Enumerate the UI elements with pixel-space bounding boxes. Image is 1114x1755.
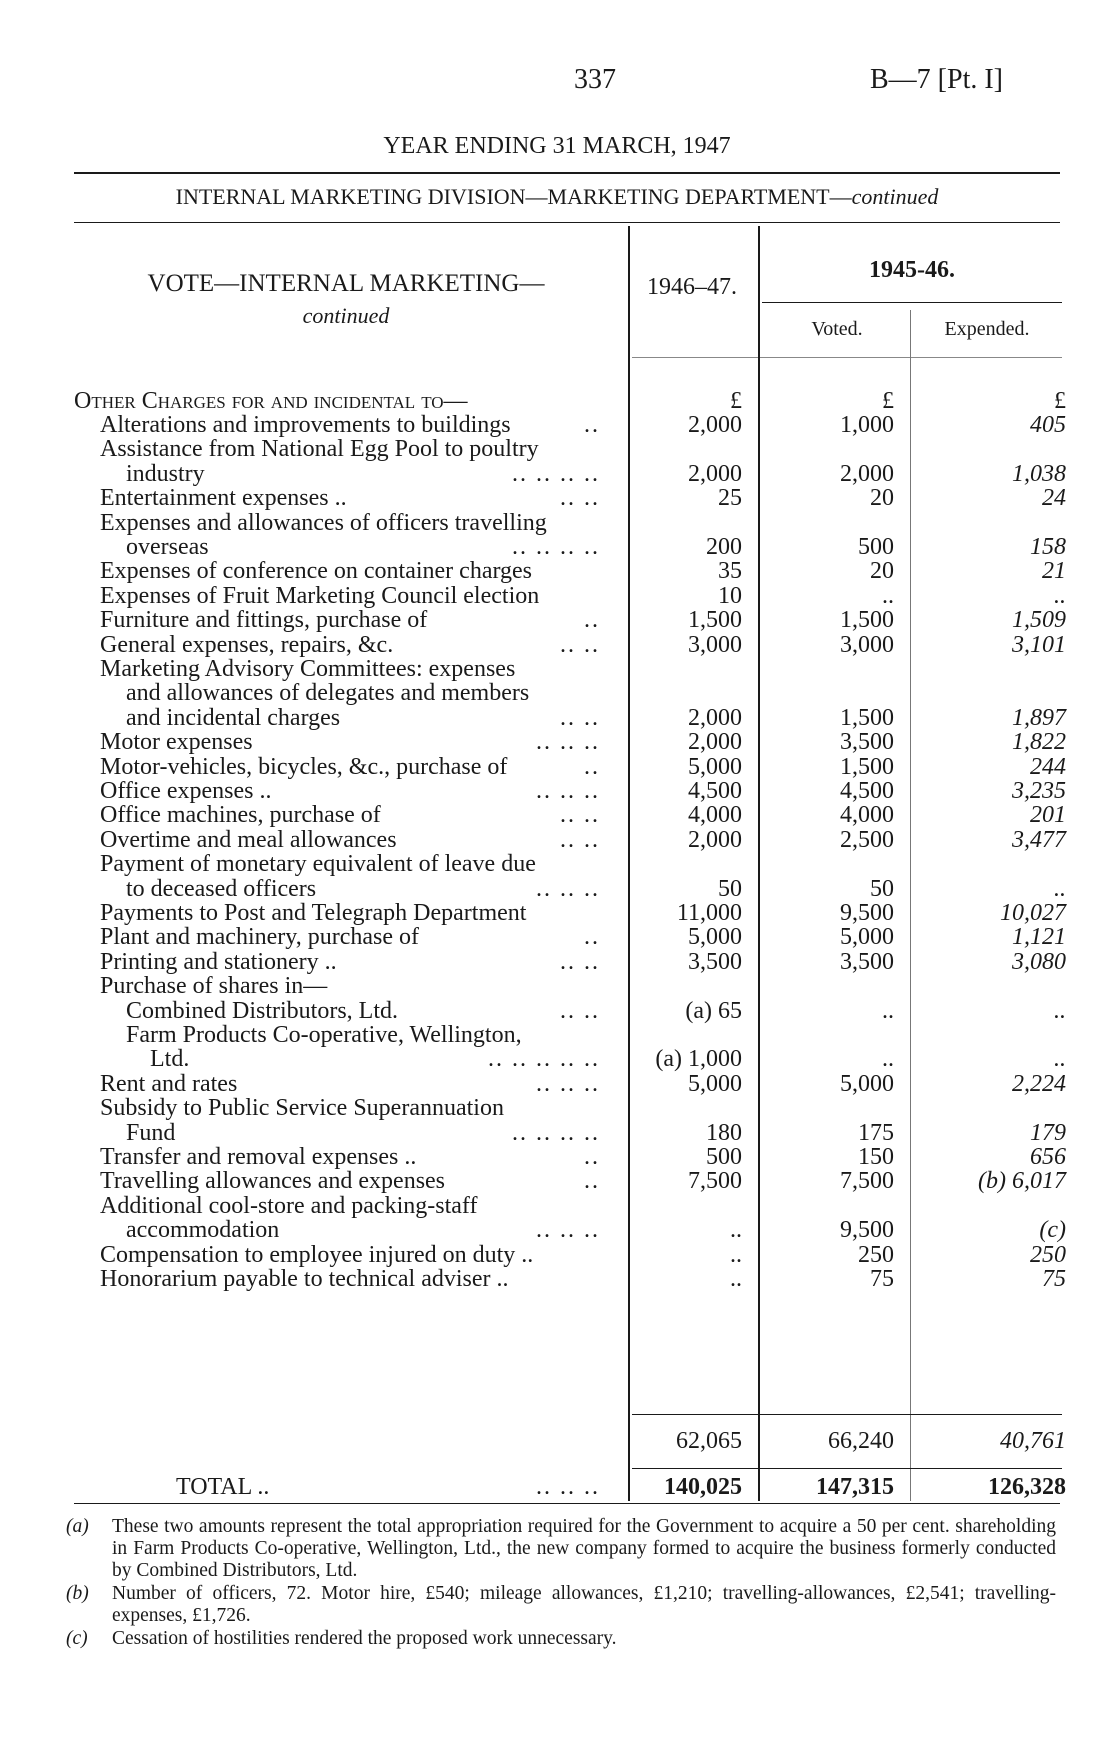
amount-1946-47: 5,000 (688, 924, 742, 951)
footnote-b (66, 1583, 1056, 1627)
amount-1946-47: 2,000 (688, 826, 742, 853)
table-row (0, 998, 1114, 1025)
footnote-b-text: Number of officers, 72. Motor hire, £540; mileage allowances, £1,210; travelling-allowances, £2,541; travelling-expenses, £1,726. (112, 1583, 1056, 1626)
amount-expended: (c) (1039, 1217, 1066, 1244)
row-label: Entertainment expenses .. (100, 485, 347, 512)
column-header-1945-46: 1945-46. (869, 257, 955, 283)
table-row (0, 924, 1114, 951)
row-label: Ltd. (150, 1046, 190, 1073)
sub-header-rule (762, 302, 1062, 303)
column-header-1946-47: 1946–47. (647, 274, 737, 300)
amount-expended: 75 (1042, 1266, 1066, 1292)
amount-expended: 3,101 (1012, 631, 1066, 658)
amount-voted: 7,500 (840, 1168, 894, 1195)
amount-1946-47: 11,000 (676, 900, 742, 926)
amount-expended: 3,080 (1012, 948, 1066, 975)
amount-voted: .. (882, 1046, 894, 1073)
row-label: to deceased officers (126, 875, 317, 902)
row-label: Fund (126, 1119, 176, 1146)
leader-dots: .. .. (560, 704, 600, 731)
amount-voted: 175 (858, 1119, 894, 1146)
table-row (0, 876, 1114, 903)
leader-dots: .. .. (560, 948, 600, 975)
amount-expended: 244 (1030, 753, 1066, 780)
page-number: 337 (574, 64, 616, 95)
amount-1946-47: .. (730, 1217, 742, 1244)
row-label: Motor expenses (100, 729, 253, 756)
row-label: Subsidy to Public Service Superannuation (100, 1095, 504, 1122)
table-row (0, 900, 1114, 927)
row-label: Plant and machinery, purchase of (100, 924, 419, 951)
table-row (0, 461, 1114, 488)
leader-dots: .. (584, 1168, 600, 1195)
amount-voted: 500 (858, 534, 894, 560)
amount-voted: 3,500 (840, 729, 894, 756)
amount-1946-47: 2,000 (688, 729, 742, 756)
row-label: Office machines, purchase of (100, 802, 381, 829)
amount-voted: 50 (870, 875, 894, 902)
row-label: and allowances of delegates and members (126, 680, 530, 707)
row-label: Transfer and removal expenses .. (100, 1144, 417, 1170)
row-label: Rent and rates (100, 1070, 238, 1097)
leader-dots: .. .. .. .. (512, 460, 600, 487)
amount-voted: 4,500 (840, 778, 894, 804)
amount-expended: 1,822 (1012, 729, 1066, 756)
amount-voted: 2,000 (840, 460, 894, 487)
row-label: Office expenses .. (100, 778, 272, 804)
amount-expended: (b) 6,017 (978, 1168, 1066, 1195)
amount-voted: 75 (870, 1266, 894, 1292)
amount-expended: 1,038 (1012, 460, 1066, 487)
leader-dots: .. (584, 1144, 600, 1170)
amount-1946-47: (a) 65 (685, 997, 742, 1024)
amount-voted: .. (882, 997, 894, 1024)
subtotal-row (0, 1428, 1114, 1455)
table-row (0, 802, 1114, 829)
total-1946-47: 140,025 (664, 1474, 742, 1500)
amount-voted: 5,000 (840, 1070, 894, 1097)
currency-expended: £ (1054, 388, 1066, 414)
section-heading: Other Charges for and incidental to— (74, 388, 468, 414)
amount-voted: 20 (870, 558, 894, 585)
table-row (0, 1095, 1114, 1122)
row-label: Purchase of shares in— (100, 973, 328, 1000)
table-row (0, 1242, 1114, 1269)
amount-voted: 3,500 (840, 948, 894, 975)
amount-1946-47: 5,000 (688, 1070, 742, 1097)
row-label: Honorarium payable to technical adviser .. (100, 1266, 509, 1292)
row-label: Assistance from National Egg Pool to poultry (100, 436, 539, 463)
leader-dots: .. (584, 412, 600, 438)
table-row (0, 1120, 1114, 1147)
row-label: overseas (126, 534, 209, 560)
subtotal-1946-47: 62,065 (676, 1428, 742, 1454)
amount-expended: 24 (1042, 485, 1066, 512)
leader-dots: .. .. (560, 485, 600, 512)
leader-dots: .. .. (560, 802, 600, 829)
amount-1946-47: 4,000 (688, 802, 742, 829)
leader-dots: .. .. .. .. .. (488, 1046, 600, 1073)
table-row (0, 510, 1114, 537)
amount-voted: 150 (858, 1144, 894, 1170)
amount-expended: 405 (1030, 412, 1066, 438)
row-label: Payments to Post and Telegraph Department (100, 900, 527, 926)
amount-voted: 1,000 (840, 412, 894, 438)
row-label: General expenses, repairs, &c. (100, 631, 394, 658)
amount-expended: 1,121 (1012, 924, 1066, 951)
currency-1946-47: £ (730, 388, 742, 414)
column-header-expended: Expended. (944, 318, 1030, 340)
row-label: Expenses of Fruit Marketing Council election (100, 582, 540, 609)
amount-1946-47: .. (730, 1266, 742, 1292)
division-heading (0, 184, 1114, 210)
amount-expended: 656 (1030, 1144, 1066, 1170)
row-label: Expenses and allowances of officers travelling (100, 509, 547, 536)
leader-dots: .. .. .. (536, 778, 600, 804)
amount-voted: 1,500 (840, 607, 894, 634)
leader-dots: .. .. .. .. (512, 534, 600, 560)
column-header-voted: Voted. (811, 318, 863, 340)
vote-continued: continued (302, 303, 390, 328)
table-row (0, 973, 1114, 1000)
year-heading: YEAR ENDING 31 MARCH, 1947 (383, 133, 731, 159)
amount-1946-47: 180 (706, 1119, 742, 1146)
amount-1946-47: 10 (718, 582, 742, 609)
row-label: Motor-vehicles, bicycles, &c., purchase of (100, 753, 508, 780)
amount-voted: 1,500 (840, 753, 894, 780)
amount-1946-47: 4,500 (688, 778, 742, 804)
division-title: INTERNAL MARKETING DIVISION—MARKETING DEPARTMENT— (175, 184, 852, 209)
amount-1946-47: 3,000 (688, 631, 742, 658)
table-row (0, 949, 1114, 976)
leader-dots: .. .. .. (536, 875, 600, 902)
table-row (0, 1266, 1114, 1293)
table-row (0, 1071, 1114, 1098)
row-label: Additional cool-store and packing-staff (100, 1192, 478, 1219)
footnote-c-text: Cessation of hostilities rendered the proposed work unnecessary. (112, 1628, 617, 1649)
document-reference: B—7 [Pt. I] (870, 64, 1003, 95)
amount-voted: .. (882, 582, 894, 609)
amount-voted: 250 (858, 1241, 894, 1268)
leader-dots: .. .. .. (536, 1217, 600, 1244)
amount-expended: 201 (1030, 802, 1066, 829)
leader-dots: .. .. .. (536, 729, 600, 756)
amount-expended: 3,477 (1012, 826, 1066, 853)
leader-dots: .. .. (560, 997, 600, 1024)
amount-voted: 20 (870, 485, 894, 512)
table-row (0, 851, 1114, 878)
total-voted: 147,315 (816, 1474, 894, 1500)
division-continued: continued (851, 184, 939, 209)
row-label: Expenses of conference on container charges (100, 558, 533, 585)
table-row (0, 632, 1114, 659)
amount-expended: 179 (1030, 1119, 1066, 1146)
leader-dots: .. (584, 607, 600, 634)
row-label: and incidental charges (126, 704, 341, 731)
amount-1946-47: 1,500 (688, 607, 742, 634)
table-row (0, 1193, 1114, 1220)
amount-expended: .. (1054, 1046, 1066, 1073)
total-expended: 126,328 (988, 1474, 1066, 1500)
table-row (0, 705, 1114, 732)
section-heading-row (0, 388, 1114, 415)
table-row (0, 1217, 1114, 1244)
amount-expended: 21 (1042, 558, 1066, 585)
table-row (0, 1144, 1114, 1171)
vote-title: VOTE—INTERNAL MARKETING— (147, 270, 545, 297)
footnote-c-tag: (c) (66, 1628, 88, 1649)
amount-1946-47: .. (730, 1241, 742, 1268)
amount-1946-47: 200 (706, 534, 742, 560)
leader-dots: .. (584, 924, 600, 951)
amount-expended: .. (1054, 875, 1066, 902)
row-label: Furniture and fittings, purchase of (100, 607, 428, 634)
row-label: Compensation to employee injured on duty .. (100, 1241, 534, 1268)
table-row (0, 827, 1114, 854)
amount-1946-47: 2,000 (688, 704, 742, 731)
table-row (0, 485, 1114, 512)
amount-1946-47: 35 (718, 558, 742, 585)
amount-expended: 250 (1030, 1241, 1066, 1268)
heading-rule (74, 222, 1060, 223)
amount-voted: 3,000 (840, 631, 894, 658)
table-row (0, 754, 1114, 781)
column-header-rule (632, 357, 1062, 358)
total-label: TOTAL .. (176, 1474, 270, 1500)
currency-voted: £ (882, 388, 894, 414)
amount-voted: 9,500 (840, 1217, 894, 1244)
amount-voted: 5,000 (840, 924, 894, 951)
total-rule-top (632, 1468, 1062, 1469)
amount-voted: 9,500 (840, 900, 894, 926)
table-row (0, 680, 1114, 707)
amount-1946-47: 25 (718, 485, 742, 512)
subtotal-rule (632, 1414, 1062, 1415)
amount-expended: .. (1054, 997, 1066, 1024)
amount-1946-47: 2,000 (688, 460, 742, 487)
amount-expended: 2,224 (1012, 1070, 1066, 1097)
row-label: accommodation (126, 1217, 280, 1244)
amount-expended: 10,027 (1000, 900, 1066, 926)
table-row (0, 1046, 1114, 1073)
leader-dots: .. .. .. (536, 1070, 600, 1097)
table-row (0, 656, 1114, 683)
footnote-c (66, 1628, 1056, 1650)
footnote-b-tag: (b) (66, 1583, 89, 1604)
footnote-a-tag: (a) (66, 1516, 89, 1537)
table-row (0, 729, 1114, 756)
amount-expended: 1,509 (1012, 607, 1066, 634)
total-row (0, 1474, 1114, 1501)
table-row (0, 607, 1114, 634)
row-label: Overtime and meal allowances (100, 826, 397, 853)
amount-expended: .. (1054, 582, 1066, 609)
amount-1946-47: (a) 1,000 (655, 1046, 742, 1073)
row-label: industry (126, 460, 205, 487)
amount-1946-47: 7,500 (688, 1168, 742, 1195)
leader-dots: .. .. (560, 631, 600, 658)
row-label: Travelling allowances and expenses (100, 1168, 446, 1195)
table-row (0, 583, 1114, 610)
row-label: Payment of monetary equivalent of leave due (100, 851, 536, 878)
total-leader-dots: .. .. .. (536, 1474, 600, 1500)
subtotal-voted: 66,240 (828, 1428, 894, 1454)
amount-1946-47: 2,000 (688, 412, 742, 438)
amount-voted: 4,000 (840, 802, 894, 829)
amount-1946-47: 50 (718, 875, 742, 902)
table-row (0, 1168, 1114, 1195)
subtotal-expended: 40,761 (1000, 1428, 1066, 1454)
amount-expended: 1,897 (1012, 704, 1066, 731)
amount-voted: 2,500 (840, 826, 894, 853)
table-bottom-rule (74, 1503, 1060, 1504)
footnote-a (66, 1516, 1056, 1582)
table-row (0, 558, 1114, 585)
row-label: Alterations and improvements to buildings (100, 412, 511, 438)
table-row (0, 534, 1114, 561)
footnote-a-text: These two amounts represent the total appropriation required for the Government to acquire a 50 per cent. shareholding in Farm Products Co-operative, Wellington, Ltd., the new company formed to acquire the business formerly conducted by Combined Distributors, Ltd. (112, 1516, 1056, 1581)
row-label: Combined Distributors, Ltd. (126, 997, 398, 1024)
amount-expended: 158 (1030, 534, 1066, 560)
row-label: Printing and stationery .. (100, 948, 337, 975)
leader-dots: .. (584, 753, 600, 780)
heading-rule-thick (74, 172, 1060, 174)
table-row (0, 1022, 1114, 1049)
leader-dots: .. .. .. .. (512, 1119, 600, 1146)
amount-1946-47: 5,000 (688, 753, 742, 780)
table-row (0, 436, 1114, 463)
amount-voted: 1,500 (840, 704, 894, 731)
row-label: Farm Products Co-operative, Wellington, (126, 1022, 522, 1048)
leader-dots: .. .. (560, 826, 600, 853)
table-row (0, 778, 1114, 805)
amount-1946-47: 500 (706, 1144, 742, 1170)
amount-1946-47: 3,500 (688, 948, 742, 975)
row-label: Marketing Advisory Committees: expenses (100, 656, 516, 682)
table-row (0, 412, 1114, 439)
amount-expended: 3,235 (1012, 778, 1066, 804)
